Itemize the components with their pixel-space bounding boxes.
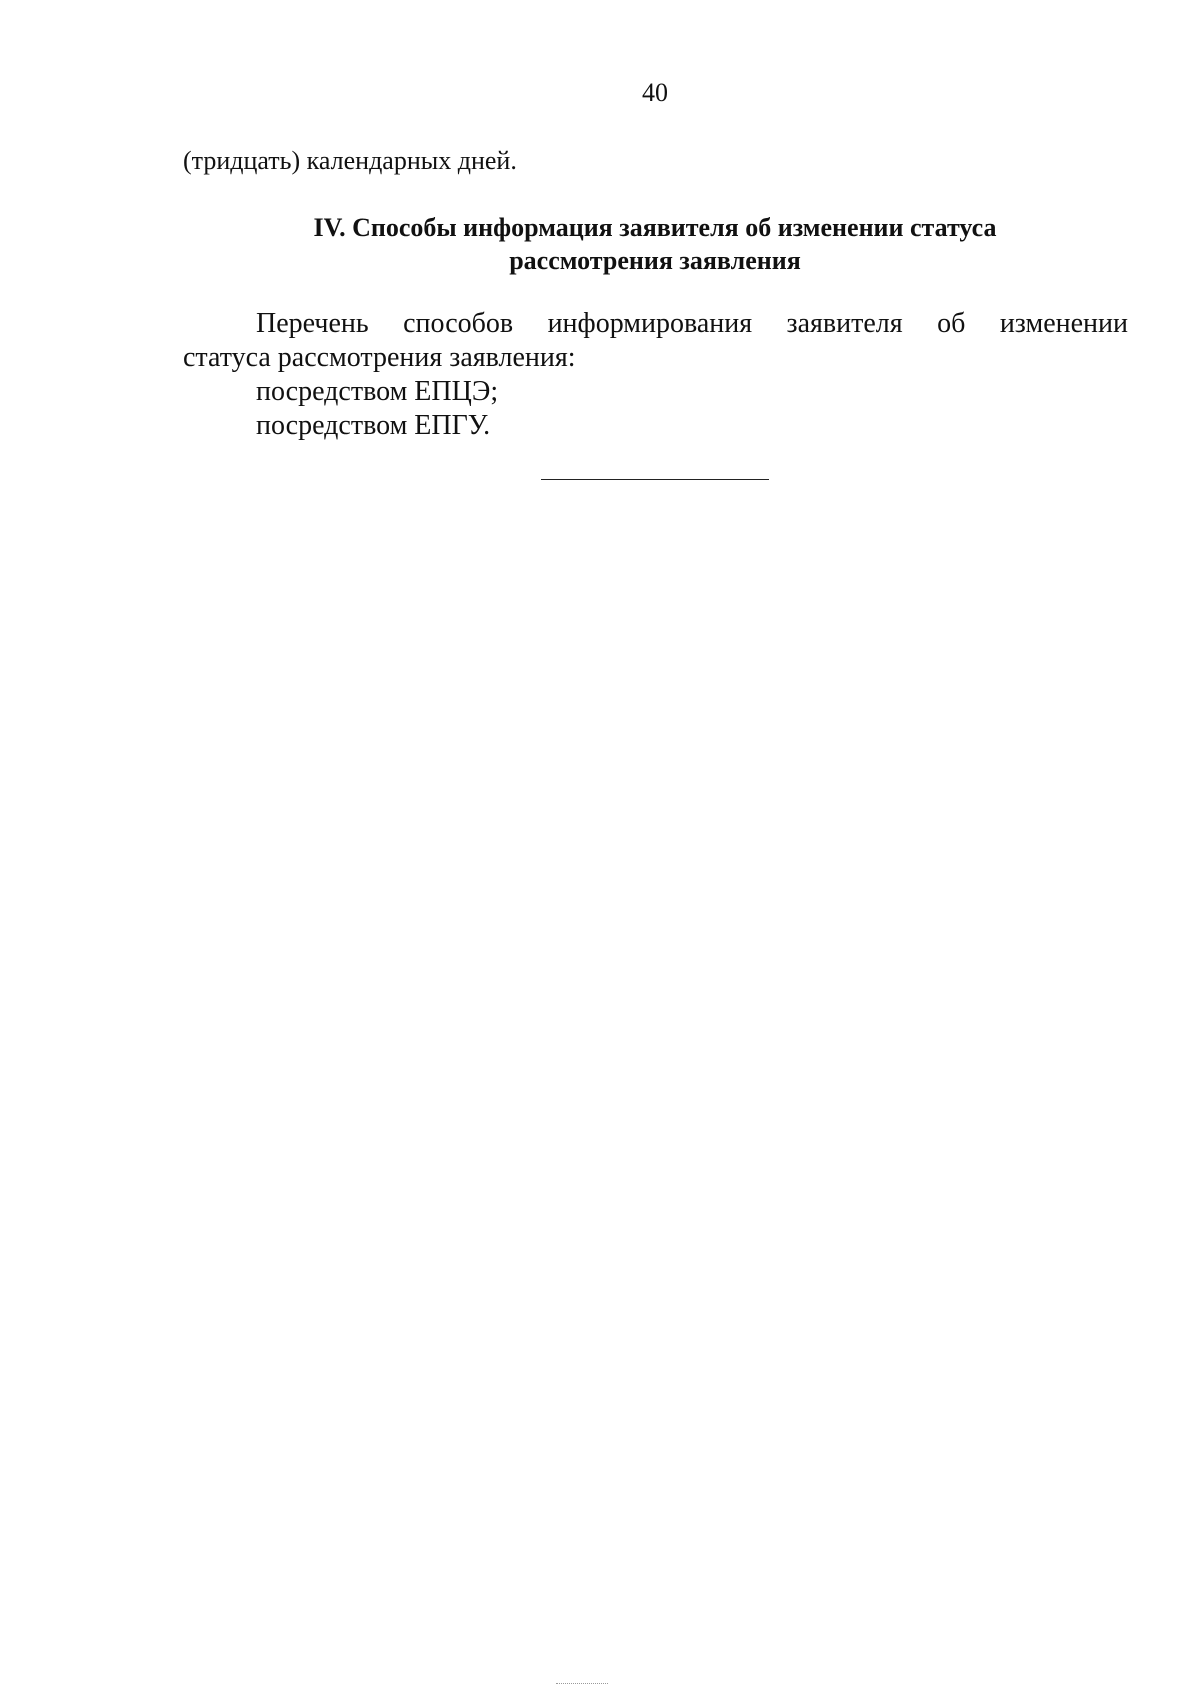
- section-heading-line-2: рассмотрения заявления: [509, 246, 801, 275]
- section-heading: [290, 211, 1020, 277]
- body-paragraph: [183, 307, 1128, 443]
- scan-artifact-mark: [556, 1683, 608, 1684]
- continuation-text: (тридцать) календарных дней.: [183, 146, 517, 175]
- page-number: 40: [642, 78, 668, 107]
- section-heading-line-1: IV. Способы информация заявителя об изменении статуса: [313, 213, 997, 242]
- paragraph-line-2: статуса рассмотрения заявления:: [183, 342, 576, 373]
- list-item-epce: посредством ЕПЦЭ;: [256, 376, 499, 407]
- end-separator-line: [541, 479, 769, 480]
- paragraph-line-1: Перечень способов информирования заявителя об изменении: [256, 308, 1128, 339]
- list-item-epgu: посредством ЕПГУ.: [256, 410, 491, 441]
